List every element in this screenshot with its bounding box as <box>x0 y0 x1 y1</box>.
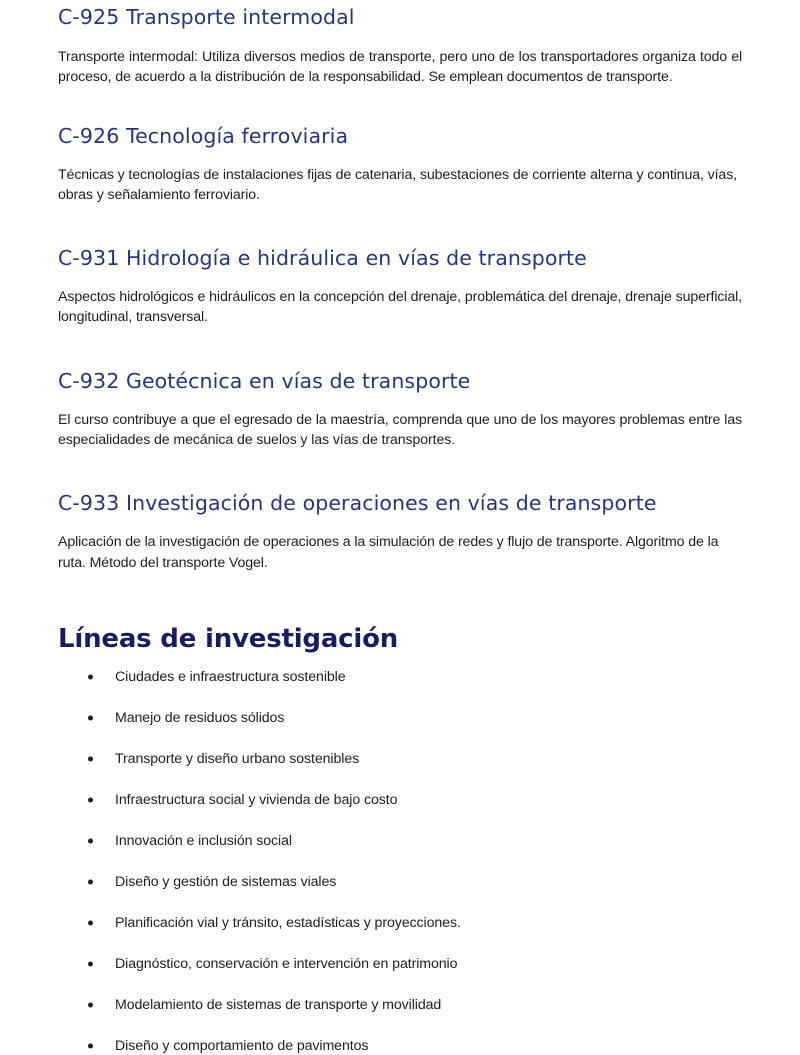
bullet-icon <box>88 839 93 844</box>
course-heading: C-932 Geotécnica en vías de transporte <box>58 368 471 393</box>
bullet-icon <box>88 716 93 721</box>
list-item-label: Innovación e inclusión social <box>115 832 292 849</box>
bullet-icon <box>88 798 93 803</box>
list-item <box>58 792 742 809</box>
list-item-label: Manejo de residuos sólidos <box>115 709 285 726</box>
course-description: Técnicas y tecnologías de instalaciones fijas de catenaria, subestaciones de corriente alterna y continua, vías, obras y señalamiento ferroviario. <box>58 166 737 203</box>
course-section-c931 <box>0 205 800 328</box>
bullet-icon <box>88 962 93 967</box>
bullet-icon <box>88 1003 93 1008</box>
course-heading: C-925 Transporte intermodal <box>58 5 355 29</box>
bullet-icon <box>88 880 93 885</box>
bullet-icon <box>88 757 93 762</box>
list-item <box>58 915 742 932</box>
bullet-icon <box>88 675 93 680</box>
list-item <box>58 1038 742 1055</box>
list-item <box>58 751 742 768</box>
list-item-label: Transporte y diseño urbano sostenibles <box>115 750 360 767</box>
list-item-label: Ciudades e infraestructura sostenible <box>115 668 346 685</box>
list-item <box>58 833 742 850</box>
list-item <box>58 956 742 973</box>
list-item <box>58 874 742 891</box>
course-section-c932 <box>0 328 800 451</box>
list-item-label: Diseño y gestión de sistemas viales <box>115 873 337 890</box>
course-description: Aspectos hidrológicos e hidráulicos en la concepción del drenaje, problemática del drenaje, drenaje superficial, longitudinal, transversal. <box>58 289 742 326</box>
course-heading: C-933 Investigación de operaciones en vías de transporte <box>58 491 657 516</box>
course-description: El curso contribuye a que el egresado de la maestría, comprenda que uno de los mayores problemas entre las especialidades de mecánica de suelos y las vías de transportes. <box>58 411 742 449</box>
bullet-icon <box>88 1044 93 1049</box>
list-item-label: Modelamiento de sistemas de transporte y movilidad <box>115 996 442 1013</box>
course-section-c933 <box>0 450 800 573</box>
course-description: Transporte intermodal: Utiliza diversos medios de transporte, pero uno de los transportadores organiza todo el proceso, de acuerdo a la distribución de la responsabilidad. Se emplean documentos de transporte. <box>58 49 742 86</box>
list-item-label: Diagnóstico, conservación e intervención en patrimonio <box>115 955 458 972</box>
list-item <box>58 997 742 1014</box>
bullet-icon <box>88 921 93 926</box>
course-heading: C-931 Hidrología e hidráulica en vías de transporte <box>58 246 587 271</box>
course-section-c925 <box>0 0 800 88</box>
research-lines-section <box>0 573 800 1055</box>
course-heading: C-926 Tecnología ferroviaria <box>58 123 349 148</box>
list-item-label: Diseño y comportamiento de pavimentos <box>115 1037 369 1054</box>
research-lines-list <box>58 669 742 1055</box>
research-lines-title: Líneas de investigación <box>58 623 399 654</box>
list-item <box>58 669 742 686</box>
list-item <box>58 710 742 727</box>
list-item-label: Infraestructura social y vivienda de bajo costo <box>115 791 398 808</box>
course-description: Aplicación de la investigación de operaciones a la simulación de redes y flujo de transporte. Algoritmo de la ruta. Método del transporte Vogel. <box>58 534 719 571</box>
course-section-c926 <box>0 88 800 206</box>
list-item-label: Planificación vial y tránsito, estadísticas y proyecciones. <box>115 914 461 931</box>
